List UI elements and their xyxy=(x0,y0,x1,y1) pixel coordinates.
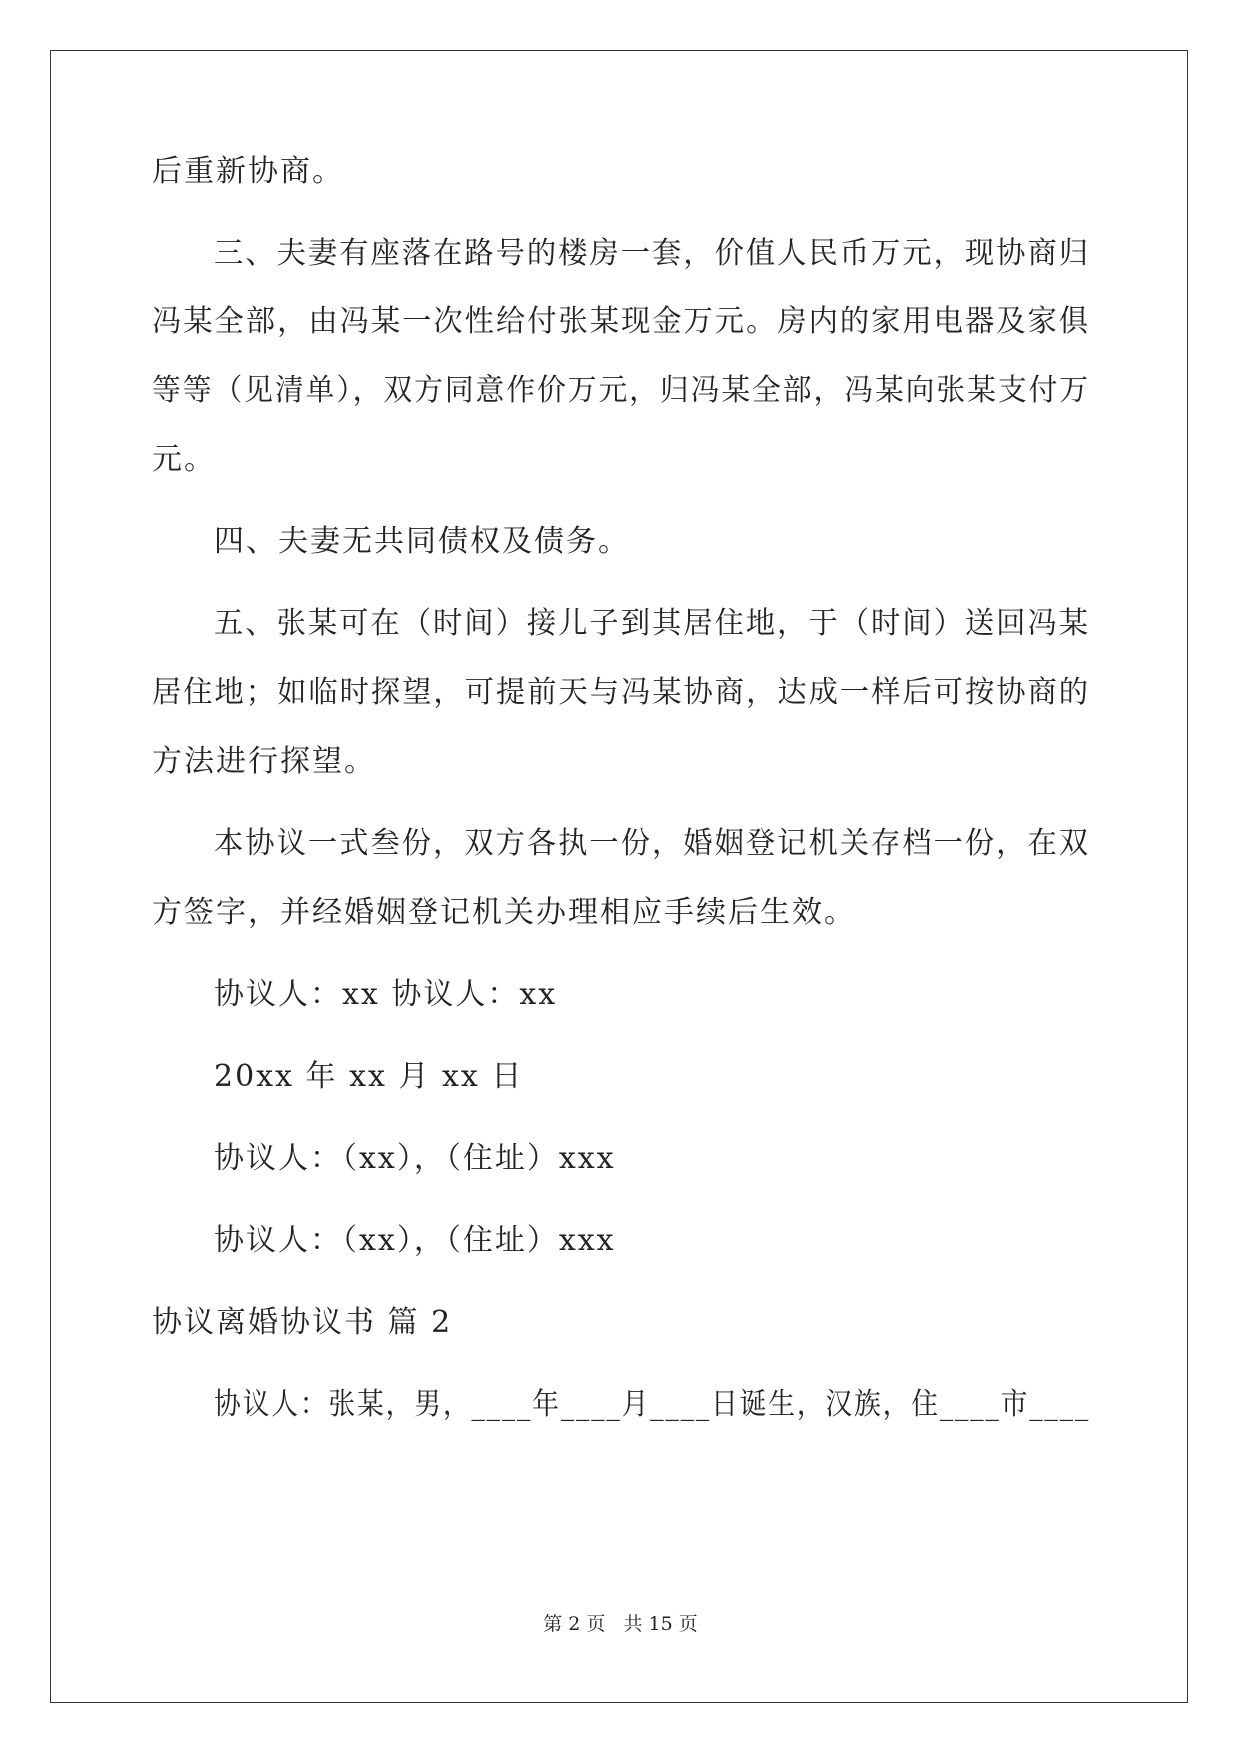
paragraph-line: 四、夫妻无共同债权及债务。 xyxy=(214,524,630,559)
paragraph-line: 协议人：张某，男，____年____月____日诞生，汉族，住____市____ xyxy=(214,1387,1091,1422)
paragraph-line: 冯某全部，由冯某一次性给付张某现金万元。房内的家用电器及家俱 xyxy=(152,304,1091,339)
paragraph-line: 居住地；如临时探望，可提前天与冯某协商，达成一样后可按协商的 xyxy=(152,675,1091,710)
section-heading: 协议离婚协议书 篇 2 xyxy=(152,1305,453,1340)
page-number-footer: 第 2 页 共 15 页 xyxy=(543,1613,698,1635)
signature-line: 协议人：（xx），（住址）xxx xyxy=(214,1223,616,1258)
paragraph-line: 方签字，并经婚姻登记机关办理相应手续后生效。 xyxy=(152,895,856,930)
paragraph-line: 方法进行探望。 xyxy=(152,744,376,779)
signature-line: 协议人：（xx），（住址）xxx xyxy=(214,1141,616,1176)
paragraph-line: 三、夫妻有座落在路号的楼房一套，价值人民币万元，现协商归 xyxy=(214,236,1091,271)
page-border xyxy=(50,50,1188,1703)
paragraph-line: 本协议一式叁份，双方各执一份，婚姻登记机关存档一份，在双 xyxy=(214,826,1091,861)
paragraph-line: 元。 xyxy=(152,442,216,477)
signature-line: 协议人：xx 协议人：xx xyxy=(214,977,558,1012)
paragraph-line: 后重新协商。 xyxy=(152,154,344,189)
paragraph-line: 五、张某可在（时间）接儿子到其居住地，于（时间）送回冯某 xyxy=(214,606,1091,641)
paragraph-line: 等等（见清单），双方同意作价万元，归冯某全部，冯某向张某支付万 xyxy=(152,373,1091,408)
date-line: 20xx 年 xx 月 xx 日 xyxy=(214,1059,524,1094)
